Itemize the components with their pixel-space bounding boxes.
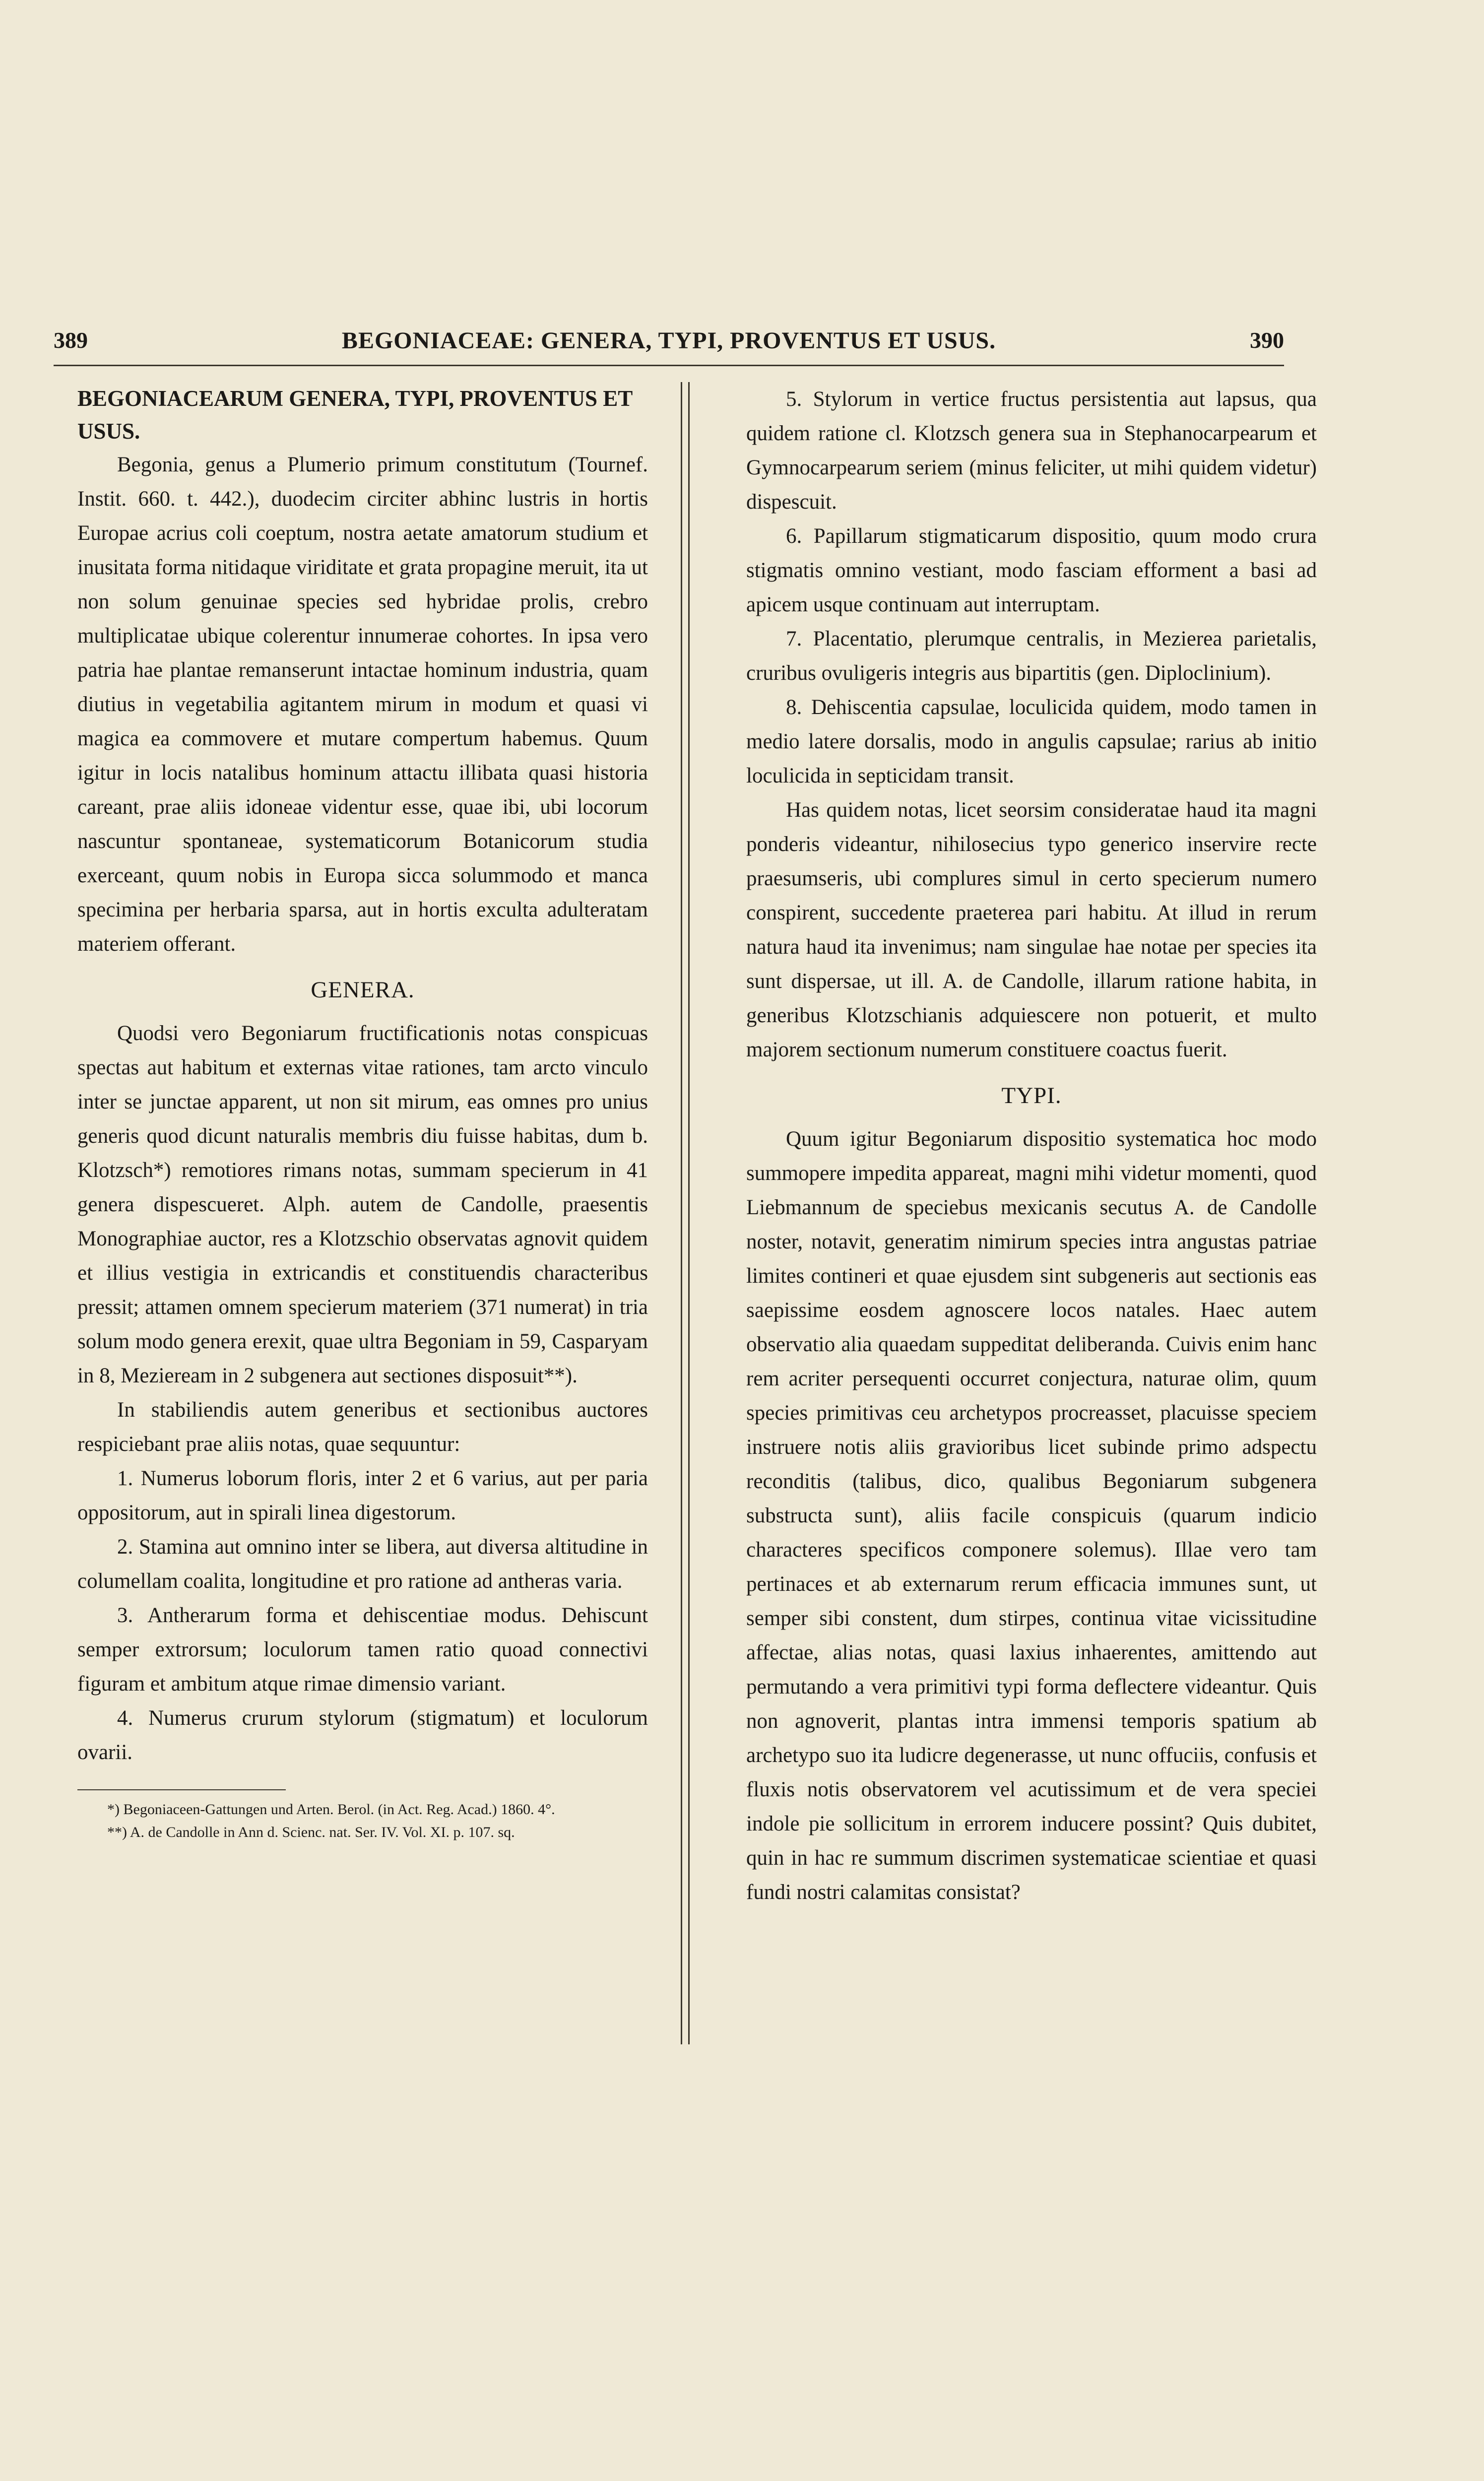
footnote-1: *) Begoniaceen-Gattungen und Arten. Berol. (in Act. Reg. Acad.) 1860. 4°. [107, 1801, 555, 1818]
page-number-right: 390 [1250, 327, 1284, 353]
footnote-rule [77, 1789, 286, 1790]
list-item-6: 6. Papillarum stigmaticarum dispositio, quum modo crura stigmatis omnino vestiant, modo fasciam efforment a basi ad apicem usque continuam aut interruptam. [746, 524, 1317, 616]
list-item-1: 1. Numerus loborum floris, inter 2 et 6 varius, aut per paria oppositorum, aut in spirali linea digestorum. [77, 1467, 648, 1524]
typi-paragraph: Quum igitur Begoniarum dispositio systematica hoc modo summopere impedita appareat, magni mihi videtur momenti, quod Liebmannum de speciebus mexicanis secutus A. de Candolle noster, notavit, generatim nimirum species intra angustas patriae limites contineri et quae ejusdem sint subgeneris aut sectionis eas saepissime eosdem agnoscere locos natales. Haec autem observatio alia quaedam suppeditat deliberanda. Cuivis enim hanc rem acriter persequenti occurret conjectura, naturae olim, quum species primitivas ceu archetypos procreasset, placuisse speciem instruere notis aliis gravioribus licet subinde primo adspectu reconditis (talibus, dico, qualibus Begoniarum subgenera substructa sunt), aliis facile conspicuis (quarum indicio characteres specificos componere solemus). Illae vero tam pertinaces et ab externarum rerum efficacia immunes sunt, ut semper sibi constent, dum stirpes, continua vitae vicissitudine affectae, alias notas, quasi laxius inhaerentes, amittendo aut permutando a vera primitivi typi forma deflectere videantur. Quis non agnoverit, plantas intra immensi temporis spatium ab archetypo suo ita ludicre degenerasse, ut nunc offuciis, confusis et fluxis notis observatorem vel acutissimum et de vera speciei indole pie sollicitum in errorem inducere possint? Quis dubitet, quin in hac re summum discrimen systematicae scientiae et quasi fundi nostri calamitas consistat? [746, 1127, 1317, 1904]
running-title: BEGONIACEAE: GENERA, TYPI, PROVENTUS ET USUS. [341, 327, 996, 354]
footnote-2: **) A. de Candolle in Ann d. Scienc. nat. Ser. IV. Vol. XI. p. 107. sq. [107, 1824, 515, 1840]
left-column [77, 382, 648, 1844]
intro-paragraph: Begonia, genus a Plumerio primum constitutum (Tournef. Instit. 660. t. 442.), duodecim circiter abhinc lustris in hortis Europae acrius coli coeptum, nostra aetate amatorum studium et inusitata forma nitidaque viriditate et grata propagine meruit, ita ut non solum genuinae species sed hybridae prolis, crebro multiplicatae ubique colerentur innumerae cohortes. In ipsa vero patria hae plantae remanserunt intactae hominum industria, quam diutius in vegetabilia agitantem mirum in modum et quasi vi magica ea commovere et mutare compertum habemus. Quum igitur in locis natalibus hominum attactu illibata quasi historia careant, prae aliis idoneae videntur esse, quae ibi, ubi locorum nascuntur spontaneae, systematicorum Botanicorum studia exerceant, quum nobis in Europa sicca solummodo et manca specimina per herbaria sparsa, aut in hortis exculta adulteratam materiem offerant. [77, 453, 648, 956]
page-header [54, 325, 1284, 366]
genera-heading: GENERA. [311, 977, 415, 1003]
genera-paragraph-1: Quodsi vero Begoniarum fructificationis notas conspicuas spectas aut habitum et externas vitae rationes, tam arcto vinculo inter se junctae apparent, ut non sit mirum, eas omnes pro unius generis quod dicunt naturalis membris diu fuisse habitas, dum b. Klotzsch*) remotiores rimans notas, summam specierum in 41 genera dispescueret. Alph. autem de Candolle, praesentis Monographiae auctor, res a Klotzschio observatas agnovit quidem et illius vestigia in extricandis et constituendis characteribus pressit; attamen omnem specierum materiem (371 numerat) in tria solum modo genera erexit, quae ultra Begoniam in 59, Casparyam in 8, Mezieream in 2 subgenera aut sectiones disposuit**). [77, 1022, 648, 1387]
column-divider [681, 382, 690, 2044]
page-number-left: 389 [54, 327, 88, 353]
list-item-8: 8. Dehiscentia capsulae, loculicida quidem, modo tamen in medio latere dorsalis, modo in angulis capsulae; rarius ab initio loculicida in septicidam transit. [746, 696, 1317, 787]
list-item-7: 7. Placentatio, plerumque centralis, in Mezierea parietalis, cruribus ovuligeris integris aus bipartitis (gen. Diploclinium). [746, 627, 1317, 685]
list-item-5: 5. Stylorum in vertice fructus persistentia aut lapsus, qua quidem ratione cl. Klotzsch genera sua in Stephanocarpearum et Gymnocarpearum seriem (minus feliciter, ut mihi quidem videtur) dispescuit. [746, 388, 1317, 514]
chapter-heading: BEGONIACEARUM GENERA, TYPI, PROVENTUS ET USUS. [77, 386, 633, 444]
has-quidem-paragraph: Has quidem notas, licet seorsim consideratae haud ita magni ponderis videantur, nihilosecius typo generico inservire recte praesumseris, ubi complures simul in certo specierum numero conspirent, succedente praeterea pari habitu. At illud in rerum natura haud ita invenimus; nam singulae hae notae per species ita sunt dispersae, ut ill. A. de Candolle, illarum ratione habita, in generibus Klotzschianis adquiescere non potuerit, et multo majorem sectionum numerum constituere coactus fuerit. [746, 798, 1317, 1061]
right-column [746, 382, 1317, 1909]
list-item-4: 4. Numerus crurum stylorum (stigmatum) et loculorum ovarii. [77, 1706, 648, 1764]
typi-heading: TYPI. [1001, 1083, 1062, 1109]
list-item-2: 2. Stamina aut omnino inter se libera, aut diversa altitudine in columellam coalita, longitudine et pro ratione ad antheras varia. [77, 1535, 648, 1593]
genera-paragraph-2: In stabiliendis autem generibus et sectionibus auctores respiciebant prae aliis notas, quae sequuntur: [77, 1398, 648, 1456]
list-item-3: 3. Antherarum forma et dehiscentiae modus. Dehiscunt semper extrorsum; loculorum tamen ratio quoad connectivi figuram et ambitum atque rimae dimensio variant. [77, 1604, 648, 1696]
